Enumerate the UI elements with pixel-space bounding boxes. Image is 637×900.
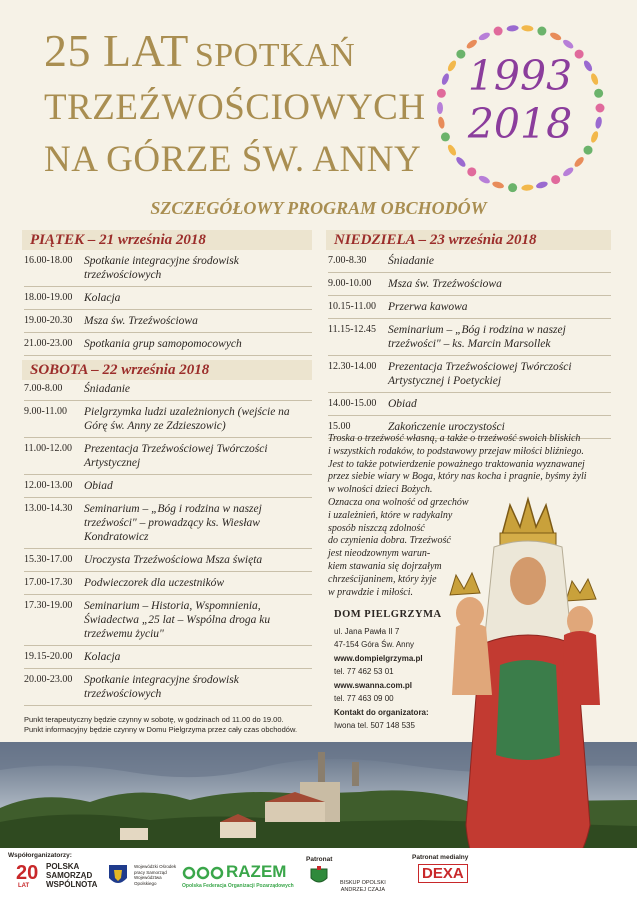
sunday-activity: Seminarium – „Bóg i rodzina w naszej trzeźwości" – ks. Marcin Marsollek [388, 324, 566, 350]
program-heading: SZCZEGÓŁOWY PROGRAM OBCHODÓW [150, 198, 487, 218]
quote-line: i uzależnień, które w radykalny [328, 509, 453, 521]
sunday-row [328, 356, 611, 393]
media-patronat-label: Patronat medialny [412, 854, 469, 861]
wreath-flower [573, 155, 586, 168]
quote-line: Oznacza ona wolność od grzechów [328, 496, 469, 508]
friday-row [24, 250, 312, 287]
saturday-time: 11.00-12.00 [24, 443, 72, 454]
quote-line: chrześcijaninem, który żyje [328, 573, 437, 585]
saturday-time: 17.00-17.30 [24, 577, 73, 588]
quote-line: do czynienia dobra. Trzeźwość [328, 535, 451, 547]
saturday-activity: Podwieczorek dla uczestników [84, 577, 225, 589]
wreath-flower [562, 38, 575, 50]
footer-logos [0, 848, 637, 900]
saturday-activity: Seminarium – „Bóg i rodzina w naszej trzeźwości" – prowadzący ks. Wiesław Kondratowicz [84, 503, 262, 543]
friday-time: 16.00-18.00 [24, 255, 73, 266]
saturday-activity: Spotkanie integracyjne środowisk trzeźwościowych [84, 674, 239, 700]
wreath-flower [494, 27, 503, 36]
quote-line: w prawdzie i miłości. [328, 586, 414, 598]
sunday-row [328, 296, 611, 319]
title-line-2: TRZEŹWOŚCIOWYCH [44, 87, 426, 128]
wreath-flower [478, 31, 491, 42]
wreath-flower [537, 27, 546, 36]
year-start: 1993 [467, 52, 573, 100]
sunday-activity: Msza św. Trzeźwościowa [388, 278, 502, 290]
razem-circles-icon [182, 866, 224, 880]
patronat-name [340, 880, 386, 894]
contact-website-2[interactable]: www.swanna.com.pl [334, 680, 412, 690]
saturday-row [24, 595, 312, 646]
wreath-flower [506, 25, 519, 32]
saturday-activity: Uroczysta Trzeźwościowa Msza święta [84, 554, 263, 566]
razem-sub: Opolska Federacja Organizacji Pozarządowych [182, 883, 294, 889]
friday-row [24, 310, 312, 333]
opolskie-logo-text [134, 864, 176, 886]
quote-line: i wszystkich rodaków, to podstawowy przejaw miłości bliźniego. [328, 445, 584, 457]
sunday-activity: Śniadanie [388, 255, 434, 267]
opolskie-line-3: Województwa [134, 875, 162, 880]
friday-activity: Spotkania grup samopomocowych [84, 338, 242, 350]
psw-logo-sub: LAT [18, 883, 30, 889]
contact-phone-2: tel. 77 463 09 00 [334, 694, 394, 703]
psw-line-2: SAMORZĄD [46, 871, 93, 880]
saturday-time: 13.00-14.30 [24, 503, 73, 514]
wreath-flower [465, 38, 478, 50]
sunday-activity: Obiad [388, 398, 417, 410]
saturday-row [24, 438, 312, 475]
wreath-flower [492, 180, 505, 189]
contact-address-line-1: ul. Jana Pawła II 7 [334, 626, 400, 636]
sunday-time: 11.15-12.45 [328, 324, 376, 335]
opolskie-coat-of-arms-icon [108, 864, 128, 888]
sunday-row [328, 393, 611, 416]
patronat-name-1: BISKUP OPOLSKI [340, 880, 386, 886]
note-info: Punkt informacyjny będzie czynny w Domu Pielgrzyma przez cały czas obchodów. [24, 725, 298, 734]
saturday-time: 15.30-17.00 [24, 554, 73, 565]
sunday-time: 10.15-11.00 [328, 301, 376, 312]
wreath-flower [535, 180, 548, 189]
saturday-row [24, 572, 312, 595]
sunday-time: 14.00-15.00 [328, 398, 377, 409]
opolskie-line-4: Opolskiego [134, 880, 157, 886]
saturday-time: 17.30-19.00 [24, 600, 73, 611]
saturday-time: 19.15-20.00 [24, 651, 73, 662]
wreath-flower [455, 155, 468, 168]
title-line-3: NA GÓRZE ŚW. ANNY [44, 139, 422, 180]
wreath-flower [562, 166, 575, 178]
contact-phone-1: tel. 77 462 53 01 [334, 667, 394, 676]
quote-line: Troska o trzeźwość własną, a także o trzeźwość swoich bliskich [328, 433, 581, 444]
bishop-coat-of-arms-icon [308, 866, 330, 886]
saturday-row [24, 475, 312, 498]
wreath-flower [551, 175, 560, 184]
quote-line: Jest to także potwierdzenie poważnego traktowania wyznawanej [328, 458, 585, 470]
friday-activity: Kolacja [84, 292, 121, 304]
sunday-time: 9.00-10.00 [328, 278, 372, 289]
sunday-time: 15.00 [328, 421, 351, 432]
sunday-heading: NIEDZIELA – 23 września 2018 [326, 230, 611, 250]
wreath-flower [549, 31, 562, 42]
friday-time: 18.00-19.00 [24, 292, 73, 303]
friday-schedule [24, 250, 312, 356]
saturday-activity: Śniadanie [84, 383, 130, 395]
saturday-row [24, 378, 312, 401]
saturday-time: 7.00-8.00 [24, 383, 63, 394]
organizer-contact: Iwona tel. 507 148 535 [334, 721, 415, 730]
saturday-time: 20.00-23.00 [24, 674, 73, 685]
saturday-activity: Pielgrzymka ludzi uzależnionych (wejście na Górę św. Anny ze Zdzieszowic) [84, 406, 290, 432]
year-end: 2018 [467, 100, 573, 148]
saturday-row [24, 401, 312, 438]
title-25-lat: 25 LAT [44, 25, 189, 76]
saturday-schedule [24, 378, 312, 706]
sunday-row [328, 319, 611, 356]
sunday-row [328, 273, 611, 296]
saint-anne-statue-image [440, 495, 610, 900]
note-therapy: Punkt terapeutyczny będzie czynny w sobotę, w godzinach od 11.00 do 19.00. [24, 715, 284, 724]
wreath-flower [478, 174, 491, 185]
saturday-activity: Kolacja [84, 651, 121, 663]
sunday-activity: Przerwa kawowa [388, 301, 468, 313]
friday-heading: PIĄTEK – 21 września 2018 [22, 230, 312, 250]
sunday-schedule [328, 250, 611, 439]
quote-line: sposób niszczą zdolność [328, 522, 425, 534]
wreath-flower [508, 183, 517, 192]
quote-line: przez siebie wiary w Boga, który nas kocha i pragnie, byśmy żyli [328, 471, 587, 483]
psw-line-3: WSPÓLNOTA [46, 880, 98, 889]
wreath-flower [521, 184, 534, 191]
patronat-label: Patronat [306, 856, 333, 863]
saturday-time: 12.00-13.00 [24, 480, 73, 491]
sunday-activity: Zakończenie uroczystości [388, 421, 505, 433]
wreath-flower [467, 167, 476, 176]
friday-activity: Msza św. Trzeźwościowa [84, 315, 198, 327]
quote-line: kiem stawania się dojrzałym [328, 560, 442, 572]
friday-row [24, 287, 312, 310]
saturday-activity: Seminarium – Historia, Wspomnienia, Świadectwa „25 lat – Wspólna droga ku trzeźwemu życiu" [84, 600, 271, 640]
wreath-flower [521, 25, 534, 32]
title-spotkan: SPOTKAŃ [194, 37, 356, 74]
saturday-heading: SOBOTA – 22 września 2018 [22, 360, 312, 380]
saturday-row [24, 549, 312, 572]
friday-time: 19.00-20.30 [24, 315, 73, 326]
razem-logo: RAZEM [226, 862, 287, 881]
sunday-time: 7.00-8.30 [328, 255, 367, 266]
patronat-name-2: ANDRZEJ CZAJA [340, 887, 386, 893]
saturday-row [24, 498, 312, 549]
sunday-row [328, 250, 611, 273]
contact-website-1[interactable]: www.dompielgrzyma.pl [334, 653, 423, 663]
friday-time: 21.00-23.00 [24, 338, 73, 349]
opolskie-line-2: pracy Samorząd [134, 869, 167, 875]
saturday-activity: Obiad [84, 480, 113, 492]
friday-row [24, 333, 312, 356]
opolskie-line-1: Wojewódzki Ośrodek [134, 864, 177, 869]
title-line-1 [44, 24, 355, 77]
sunday-activity: Prezentacja Trzeźwościowej Twórczości Artystycznej i Poetyckiej [388, 361, 572, 387]
saturday-time: 9.00-11.00 [24, 406, 67, 417]
saturday-activity: Prezentacja Trzeźwościowej Twórczości Artystycznej [84, 443, 268, 469]
sunday-time: 12.30-14.00 [328, 361, 377, 372]
coorganizers-label: Współorganizatorzy: [8, 852, 72, 859]
organizer-label: Kontakt do organizatora: [334, 707, 429, 717]
psw-line-1: POLSKA [46, 862, 80, 871]
saturday-row [24, 669, 312, 706]
quote-line: w wolności dzieci Bożych. [328, 484, 433, 496]
quote-line: jest nieodzownym warun- [328, 548, 431, 560]
friday-activity: Spotkanie integracyjne środowisk trzeźwościowych [84, 255, 239, 281]
psw-logo-number: 20 [16, 862, 39, 884]
media-logo: DEXA [418, 864, 468, 883]
contact-title: DOM PIELGRZYMA [334, 609, 442, 620]
contact-address-line-2: 47-154 Góra Św. Anny [334, 640, 415, 649]
psw-logo-text [46, 862, 97, 889]
saturday-row [24, 646, 312, 669]
notes [24, 715, 324, 735]
